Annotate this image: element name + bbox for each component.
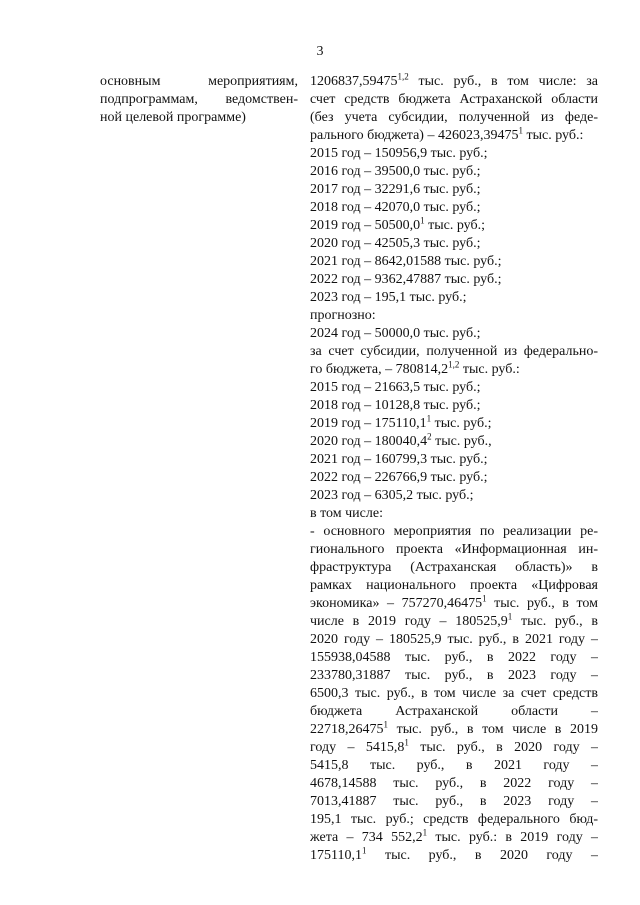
text-line xyxy=(310,451,598,469)
text-span: 175110,1 xyxy=(310,848,362,863)
text-line xyxy=(310,595,598,613)
text-span: тыс. руб., в 2020 году – xyxy=(366,848,598,863)
text-span: 2022 год – 226766,9 тыс. руб.; xyxy=(310,470,488,485)
text-span: 1206837,59475 xyxy=(310,74,398,89)
text-span: тыс. руб., в том числе в 2019 xyxy=(388,722,598,737)
text-line xyxy=(310,397,598,415)
text-line xyxy=(310,127,598,145)
text-span: экономика» – 757270,46475 xyxy=(310,596,483,611)
text-span: 5415,8 тыс. руб., в 2021 году – xyxy=(310,758,598,773)
text-line xyxy=(310,325,598,343)
text-line xyxy=(310,91,598,109)
text-line xyxy=(310,739,598,757)
text-line xyxy=(310,469,598,487)
text-span: тыс. руб.; xyxy=(431,416,492,431)
text-span: 155938,04588 тыс. руб., в 2022 году – xyxy=(310,650,598,665)
text-span: 6500,3 тыс. руб., в том числе за счет средств xyxy=(310,686,598,701)
text-line xyxy=(310,847,598,865)
footnote-marker: 1 xyxy=(422,829,428,838)
text-line xyxy=(310,793,598,811)
text-span: - основного мероприятия по реализации ре- xyxy=(310,524,598,539)
text-line xyxy=(310,73,598,91)
text-line xyxy=(310,757,598,775)
footnote-marker: 1 xyxy=(404,739,409,748)
text-line xyxy=(310,775,598,793)
text-span: тыс. руб., xyxy=(431,434,492,449)
text-line xyxy=(310,523,598,541)
text-line xyxy=(310,505,598,523)
text-line xyxy=(310,109,598,127)
text-line xyxy=(310,649,598,667)
text-span: жета – 734 552,2 xyxy=(310,830,423,845)
text-span: тыс. руб.: xyxy=(522,128,584,143)
text-span: году – 5415,8 xyxy=(310,740,405,755)
footnote-marker: 1 xyxy=(426,415,432,424)
text-span: бюджета Астраханской области – xyxy=(310,704,598,719)
text-line xyxy=(310,433,598,451)
footnote-marker: 2 xyxy=(427,433,432,442)
text-line xyxy=(310,181,598,199)
text-span: 233780,31887 тыс. руб., в 2023 году – xyxy=(310,668,598,683)
text-span: го бюджета, – 780814,2 xyxy=(310,362,449,377)
text-span: 2018 год – 10128,8 тыс. руб.; xyxy=(310,398,481,413)
text-line xyxy=(310,487,598,505)
text-line xyxy=(310,343,598,361)
text-span: 2021 год – 8642,01588 тыс. руб.; xyxy=(310,254,502,269)
footnote-marker: 1,2 xyxy=(397,73,409,82)
text-span: рального бюджета) – 426023,39475 xyxy=(310,128,519,143)
text-span: счет средств бюджета Астраханской области xyxy=(310,92,598,107)
text-span: тыс. руб.; xyxy=(424,218,486,233)
footnote-marker: 1 xyxy=(482,595,487,604)
text-span: 2019 год – 175110,1 xyxy=(310,416,427,431)
text-line xyxy=(310,289,598,307)
text-span: в том числе: xyxy=(310,506,383,521)
text-line xyxy=(310,559,598,577)
text-span: 195,1 тыс. руб.; средств федерального бюд- xyxy=(310,812,598,827)
text-line xyxy=(310,235,598,253)
left-column-line: ной целевой программе) xyxy=(100,110,246,125)
text-span: 2023 год – 6305,2 тыс. руб.; xyxy=(310,488,474,503)
text-line xyxy=(310,307,598,325)
footnote-marker: 1 xyxy=(361,847,367,856)
text-span: 2021 год – 160799,3 тыс. руб.; xyxy=(310,452,488,467)
text-line xyxy=(310,415,598,433)
text-line xyxy=(310,613,598,631)
text-span: 2020 год – 180040,4 xyxy=(310,434,428,449)
text-span: числе в 2019 году – 180525,9 xyxy=(310,614,508,629)
text-span: за счет субсидии, полученной из федерально- xyxy=(310,344,598,359)
text-line xyxy=(310,271,598,289)
text-line xyxy=(310,145,598,163)
text-span: 2019 год – 50500,0 xyxy=(310,218,421,233)
text-span: 2015 год – 150956,9 тыс. руб.; xyxy=(310,146,488,161)
text-span: тыс. руб., в xyxy=(512,614,598,629)
text-span: 22718,26475 xyxy=(310,722,384,737)
text-span: (без учета субсидии, полученной из феде- xyxy=(310,110,598,125)
text-span: 2016 год – 39500,0 тыс. руб.; xyxy=(310,164,481,179)
text-line xyxy=(310,685,598,703)
left-column xyxy=(100,73,298,127)
left-column-line: основным мероприятиям, xyxy=(100,74,298,89)
left-column-line: подпрограммам, ведомствен- xyxy=(100,92,298,107)
text-line xyxy=(310,199,598,217)
text-span: гионального проекта «Информационная ин- xyxy=(310,542,598,557)
text-span: 2018 год – 42070,0 тыс. руб.; xyxy=(310,200,481,215)
text-line xyxy=(310,379,598,397)
text-line xyxy=(310,703,598,721)
text-span: 4678,14588 тыс. руб., в 2022 году – xyxy=(310,776,598,791)
text-span: тыс. руб., в том числе: за xyxy=(408,74,598,89)
footnote-marker: 1 xyxy=(383,721,388,730)
text-span: 2024 год – 50000,0 тыс. руб.; xyxy=(310,326,481,341)
text-line xyxy=(310,721,598,739)
text-span: 2015 год – 21663,5 тыс. руб.; xyxy=(310,380,481,395)
page-number: 3 xyxy=(316,44,324,59)
text-span: тыс. руб.: xyxy=(459,362,520,377)
text-span: прогнозно: xyxy=(310,308,376,323)
text-span: 2022 год – 9362,47887 тыс. руб.; xyxy=(310,272,502,287)
text-span: 2020 год – 42505,3 тыс. руб.; xyxy=(310,236,481,251)
text-span: 7013,41887 тыс. руб., в 2023 году – xyxy=(310,794,598,809)
text-span: 2020 году – 180525,9 тыс. руб., в 2021 году – xyxy=(310,632,598,647)
right-column xyxy=(310,73,598,865)
text-line xyxy=(310,577,598,595)
text-span: рамках национального проекта «Цифровая xyxy=(310,578,598,593)
footnote-marker: 1 xyxy=(420,217,425,226)
text-line xyxy=(310,217,598,235)
text-line xyxy=(310,829,598,847)
footnote-marker: 1,2 xyxy=(448,361,460,370)
footnote-marker: 1 xyxy=(507,613,513,622)
text-span: 2017 год – 32291,6 тыс. руб.; xyxy=(310,182,481,197)
text-line xyxy=(310,811,598,829)
text-line xyxy=(310,253,598,271)
text-line xyxy=(310,631,598,649)
text-span: тыс. руб., в том xyxy=(486,596,598,611)
footnote-marker: 1 xyxy=(518,127,523,136)
text-line xyxy=(310,541,598,559)
text-line xyxy=(310,361,598,379)
text-span: тыс. руб., в 2020 году – xyxy=(408,740,598,755)
text-line xyxy=(310,163,598,181)
text-span: 2023 год – 195,1 тыс. руб.; xyxy=(310,290,467,305)
text-span: фраструктура (Астраханская область)» в xyxy=(310,560,598,575)
text-line xyxy=(310,667,598,685)
text-span: тыс. руб.: в 2019 году – xyxy=(427,830,598,845)
